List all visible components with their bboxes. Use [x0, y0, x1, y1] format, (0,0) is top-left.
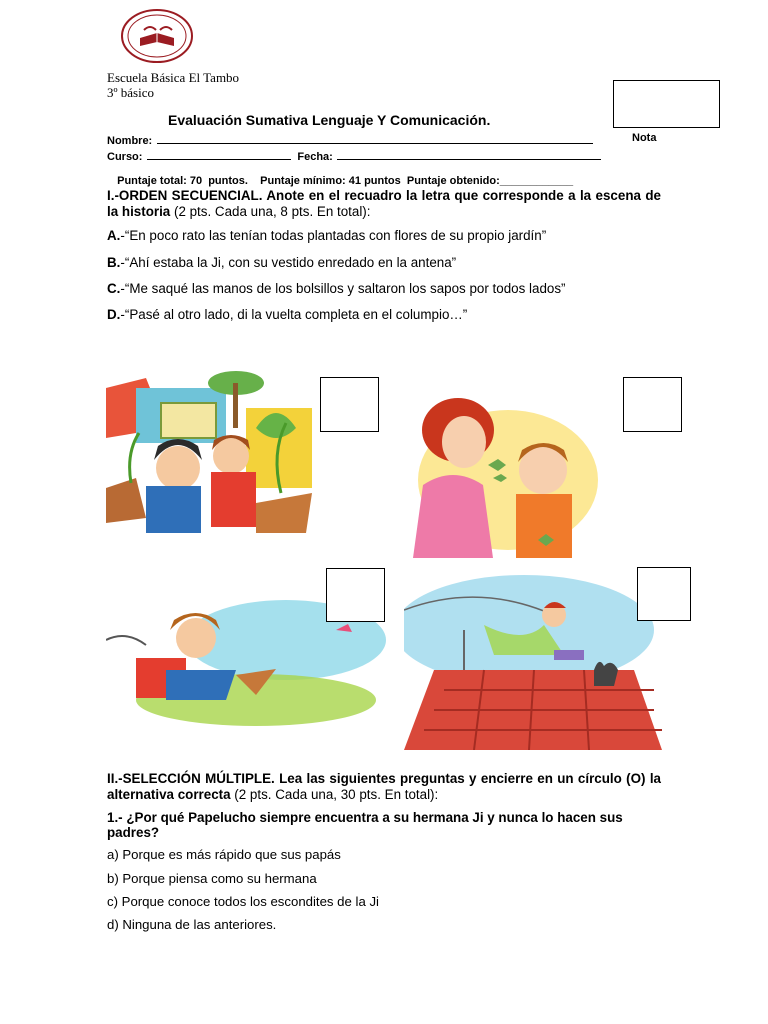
item-text: -“Me saqué las manos de los bolsillos y saltaron los sapos por todos lados” [120, 281, 566, 296]
nota-label: Nota [632, 132, 657, 144]
illustration-mother-boy [398, 390, 598, 558]
curso-field[interactable] [147, 148, 291, 160]
section1-heading [107, 188, 661, 220]
section2-heading-points: (2 pts. Cada una, 30 pts. En total): [230, 787, 439, 802]
section2-heading-bold: II.-SELECCIÓN MÚLTIPLE. Lea las siguientes preguntas y encierre en un círculo (O) la alternativa correcta [107, 771, 661, 802]
answer-box-2[interactable] [623, 377, 682, 432]
puntaje-total: Puntaje total: 70 puntos. [117, 175, 248, 187]
answer-box-1[interactable] [320, 377, 379, 432]
item-letter: C. [107, 281, 121, 296]
option-b[interactable]: b) Porque piensa como su hermana [107, 871, 317, 886]
sequence-item-b [107, 255, 456, 270]
item-text: -“En poco rato las tenían todas plantadas con flores de su propio jardín” [120, 228, 547, 243]
illustration-roof [404, 570, 662, 750]
nombre-field[interactable] [157, 132, 593, 144]
grade-label: 3º básico [107, 85, 154, 100]
illustration-planting [106, 368, 312, 533]
section2-heading [107, 771, 661, 803]
sequence-item-c [107, 281, 566, 296]
school-name: Escuela Básica El Tambo [107, 70, 240, 85]
fecha-field[interactable] [337, 148, 601, 160]
curso-label: Curso: [107, 151, 143, 163]
option-d[interactable]: d) Ninguna de las anteriores. [107, 917, 277, 932]
fecha-label: Fecha: [297, 151, 333, 163]
item-letter: A. [107, 228, 121, 243]
answer-box-4[interactable] [637, 567, 691, 621]
puntaje-obtenido: Puntaje obtenido:____________ [406, 175, 574, 187]
grade-box[interactable] [613, 80, 720, 128]
nombre-label: Nombre: [107, 135, 153, 147]
item-text: -“Ahí estaba la Ji, con su vestido enredado en la antena” [120, 255, 457, 270]
puntaje-minimo: Puntaje mínimo: 41 puntos [260, 175, 401, 187]
exam-title: Evaluación Sumativa Lenguaje Y Comunicación. [168, 112, 491, 128]
item-letter: D. [107, 307, 121, 322]
option-c[interactable]: c) Porque conoce todos los escondites de la Ji [107, 894, 379, 909]
option-a[interactable]: a) Porque es más rápido que sus papás [107, 847, 341, 862]
sequence-item-a [107, 228, 546, 243]
section1-heading-points: (2 pts. Cada una, 8 pts. En total): [170, 204, 371, 219]
item-text: -“Pasé al otro lado, di la vuelta completa en el columpio…” [120, 307, 468, 322]
school-logo [120, 8, 194, 64]
item-letter: B. [107, 255, 121, 270]
sequence-item-d [107, 307, 467, 322]
answer-box-3[interactable] [326, 568, 385, 622]
question-1: 1.- ¿Por qué Papelucho siempre encuentra a su hermana Ji y nunca lo hacen sus padres? [107, 810, 623, 840]
puntaje-row [111, 163, 573, 187]
section1-heading-bold: I.-ORDEN SECUENCIAL. Anote en el recuadro la letra que corresponde a la escena de la historia [107, 188, 661, 219]
